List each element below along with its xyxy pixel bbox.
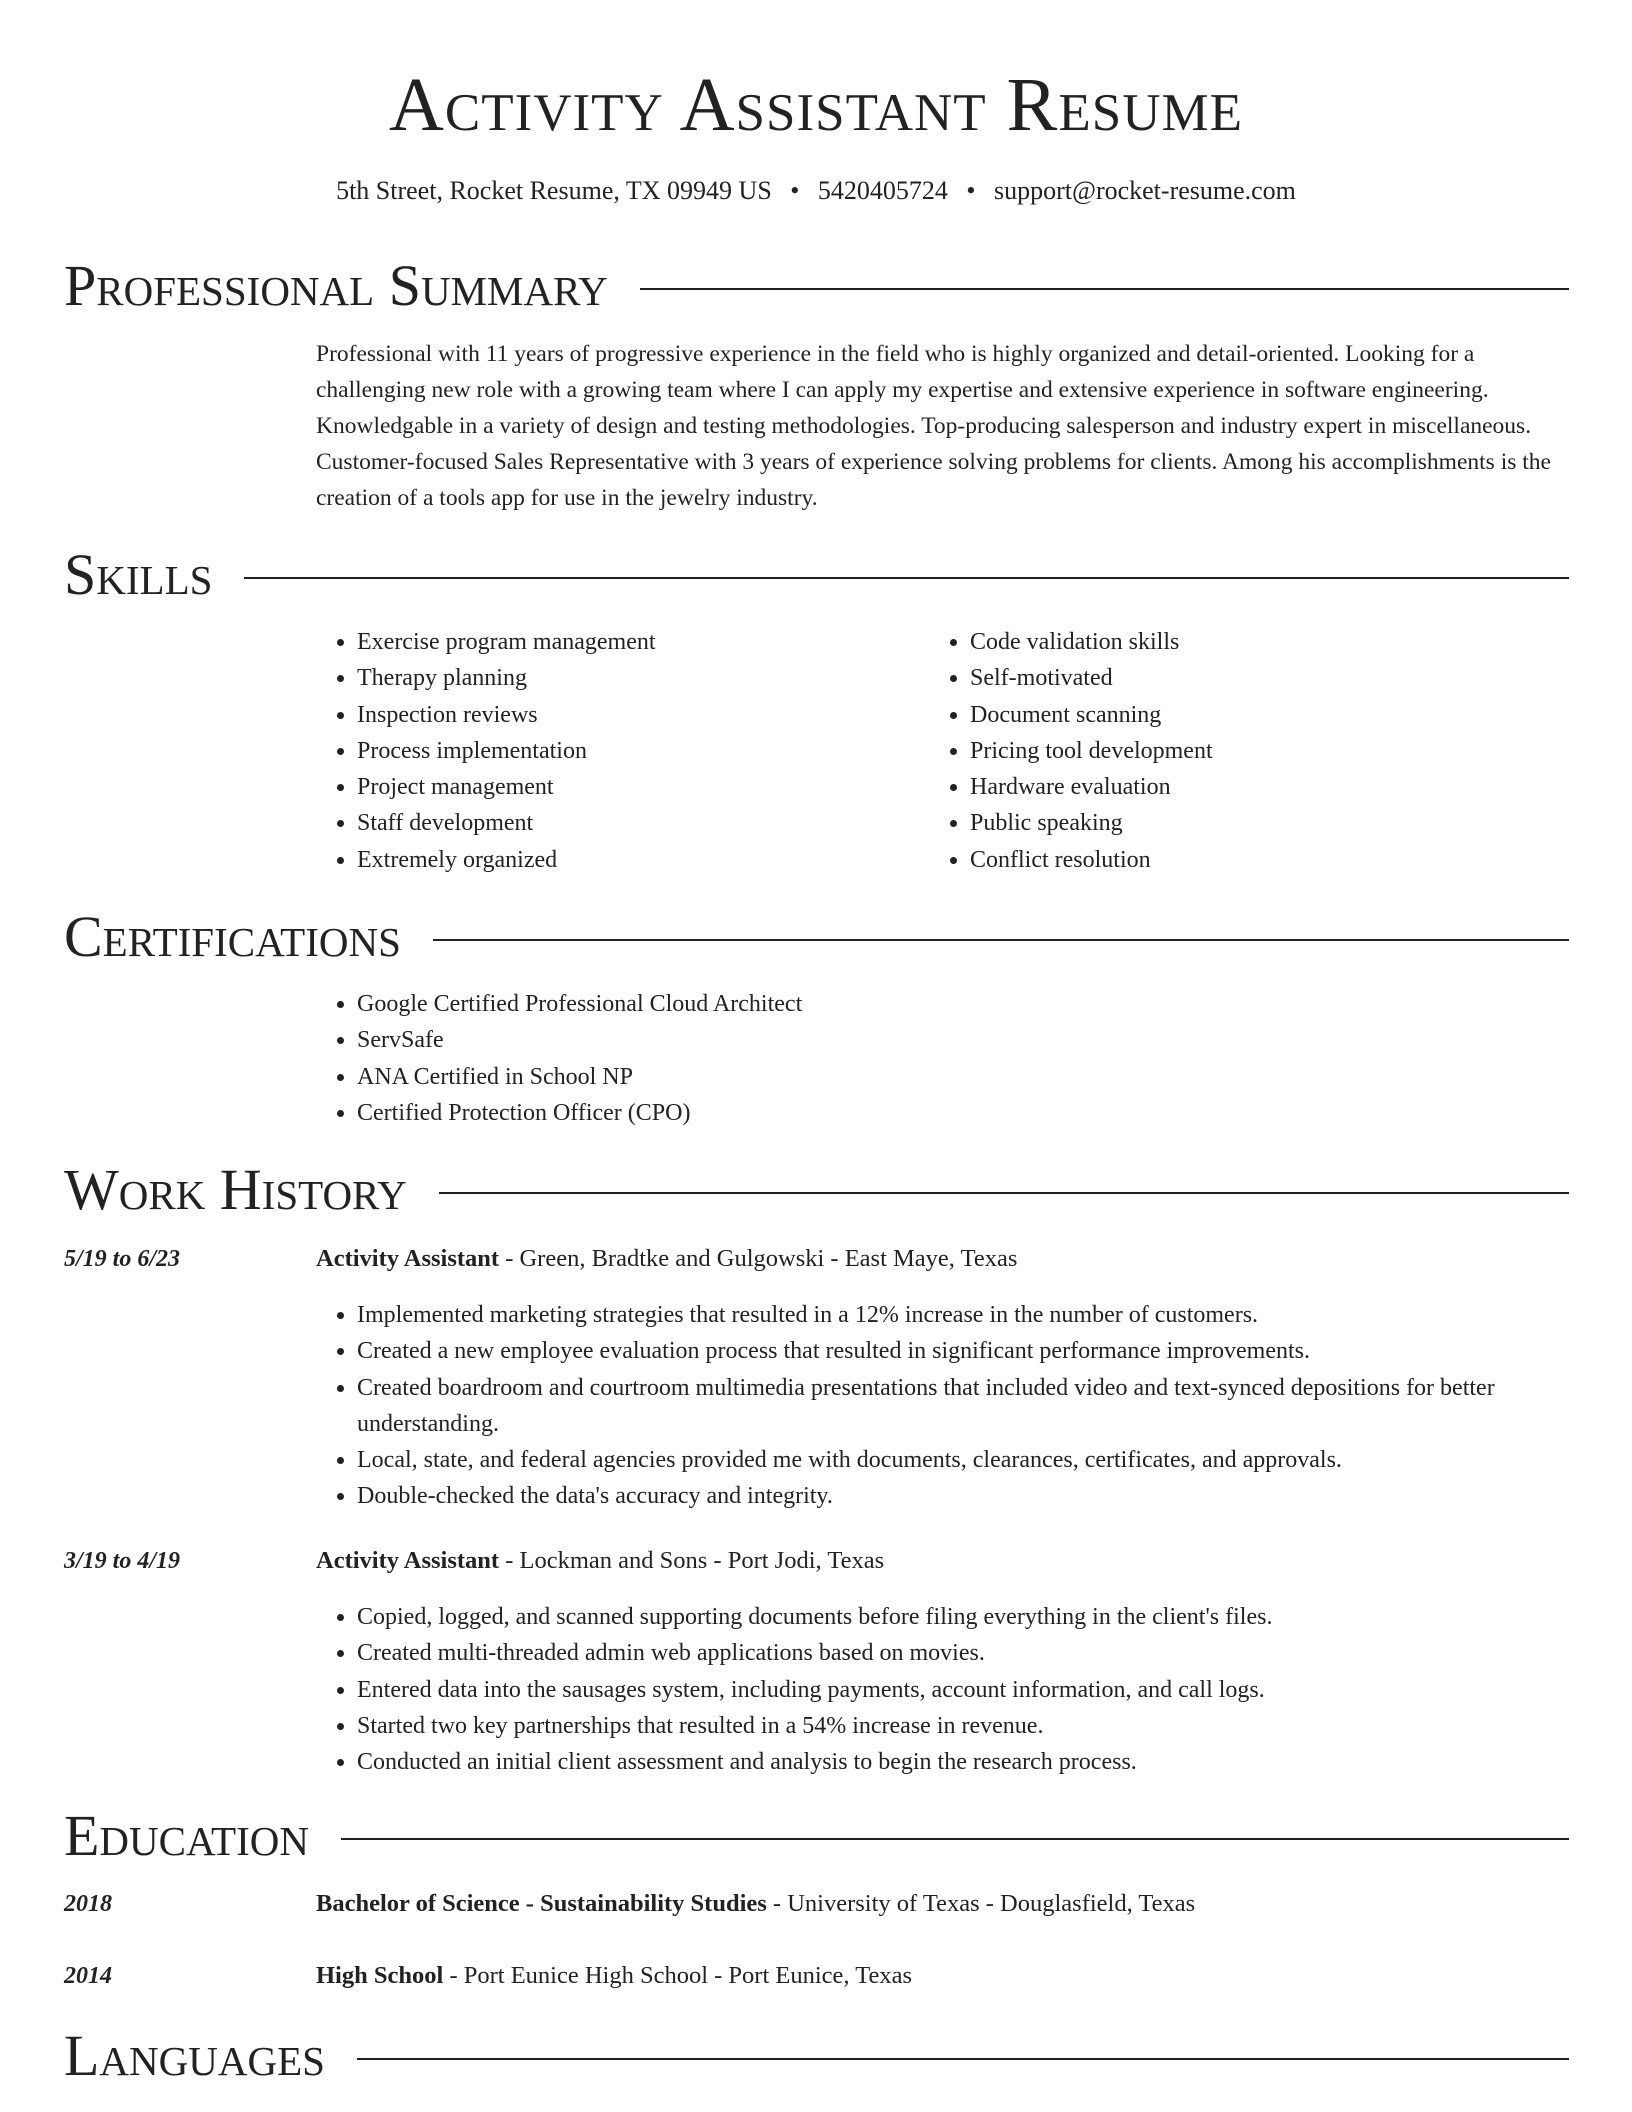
skills-list-right [926,624,1570,878]
list-item: • Double-checked the data's accuracy and integrity. [357,1478,1607,1514]
list-item: • Local, state, and federal agencies provided me with documents, clearances, certificates, and approvals. [357,1442,1607,1478]
job-bullets [313,1599,1607,1780]
education-details: - Port Eunice High School - Port Eunice, Texas [443,1962,913,1989]
education-heading [316,1960,912,1992]
job-heading [316,1243,1017,1275]
list-item: • Conflict resolution [970,842,1570,878]
summary-text: Professional with 11 years of progressive experience in the field who is highly organized and detail-oriented. Looking for a challenging new role with a growing team where I can apply my expertise and extensive experience in software engineering. Knowledgable in a variety of design and testing methodologies. Top-producing salesperson and industry expert in miscellaneous. Customer-focused Sales Representative with 3 years of experience solving problems for clients. Among his accomplishments is the creation of a tools app for use in the jewelry industry. [316,341,1551,511]
list-item: • Created multi-threaded admin web applications based on movies. [357,1635,1607,1671]
education-year: 2014 [64,1963,112,1989]
skills-list-left [313,624,917,878]
job-details: - Lockman and Sons - Port Jodi, Texas [499,1547,885,1574]
section-title: Skills [64,542,213,607]
contact-address: 5th Street, Rocket Resume, TX 09949 US [336,176,772,205]
job-dates: 3/19 to 4/19 [64,1548,181,1574]
section-header-summary [64,254,1569,318]
section-header-skills [64,543,1569,607]
list-item: • Created a new employee evaluation process that resulted in significant performance improvements. [357,1333,1607,1369]
job-bullets [313,1297,1607,1515]
section-header-certifications [64,905,1569,969]
education-heading [316,1888,1195,1920]
education-degree: High School [316,1962,444,1989]
job-title: Activity Assistant [316,1547,500,1574]
contact-separator: • [966,176,976,205]
list-item: • Public speaking [970,805,1570,841]
list-item: • Inspection reviews [357,697,917,733]
list-item: • Entered data into the sausages system, including payments, account information, and call logs. [357,1672,1607,1708]
contact-separator: • [790,176,800,205]
list-item: • Google Certified Professional Cloud Architect [357,986,1607,1022]
list-item: • Exercise program management [357,624,917,660]
section-title: Certifications [64,904,401,969]
section-title: Languages [64,2023,325,2088]
section-title: Work History [64,1157,407,1222]
education-year: 2018 [64,1891,112,1917]
education-details: - University of Texas - Douglasfield, Texas [766,1890,1196,1917]
section-title: Professional Summary [64,253,608,318]
section-divider [640,288,1569,290]
certifications-list [313,986,1607,1131]
list-item: • Therapy planning [357,660,917,696]
section-header-education [64,1804,1569,1868]
list-item: • Implemented marketing strategies that resulted in a 12% increase in the number of customers. [357,1297,1607,1333]
list-item: • Created boardroom and courtroom multimedia presentations that included video and text-synced depositions for better understanding. [357,1370,1607,1443]
list-item: • ANA Certified in School NP [357,1059,1607,1095]
list-item: • Project management [357,769,917,805]
list-item: • Pricing tool development [970,733,1570,769]
job-title: Activity Assistant [316,1245,500,1272]
list-item: • ServSafe [357,1022,1607,1058]
contact-phone: 5420405724 [817,176,948,205]
list-item: • Conducted an initial client assessment and analysis to begin the research process. [357,1744,1607,1780]
list-item: • Copied, logged, and scanned supporting documents before filing everything in the client's files. [357,1599,1607,1635]
section-divider [439,1192,1569,1194]
list-item: • Process implementation [357,733,917,769]
job-heading [316,1545,884,1577]
list-item: • Hardware evaluation [970,769,1570,805]
list-item: • Self-motivated [970,660,1570,696]
list-item: • Document scanning [970,697,1570,733]
list-item: • Certified Protection Officer (CPO) [357,1095,1607,1131]
education-degree: Bachelor of Science - Sustainability Studies [316,1890,767,1917]
section-header-work-history [64,1158,1569,1222]
job-dates: 5/19 to 6/23 [64,1246,181,1272]
list-item: • Extremely organized [357,842,917,878]
section-divider [357,2058,1569,2060]
contact-line [0,174,1632,208]
resume-name: Activity Assistant Resume [389,63,1243,147]
section-header-languages [64,2024,1569,2088]
section-divider [244,577,1569,579]
section-divider [433,939,1569,941]
section-divider [341,1838,1569,1840]
section-title: Education [64,1803,309,1868]
list-item: • Started two key partnerships that resulted in a 54% increase in revenue. [357,1708,1607,1744]
list-item: • Staff development [357,805,917,841]
contact-email: support@rocket-resume.com [994,176,1296,205]
job-details: - Green, Bradtke and Gulgowski - East Maye, Texas [499,1245,1018,1272]
list-item: • Code validation skills [970,624,1570,660]
